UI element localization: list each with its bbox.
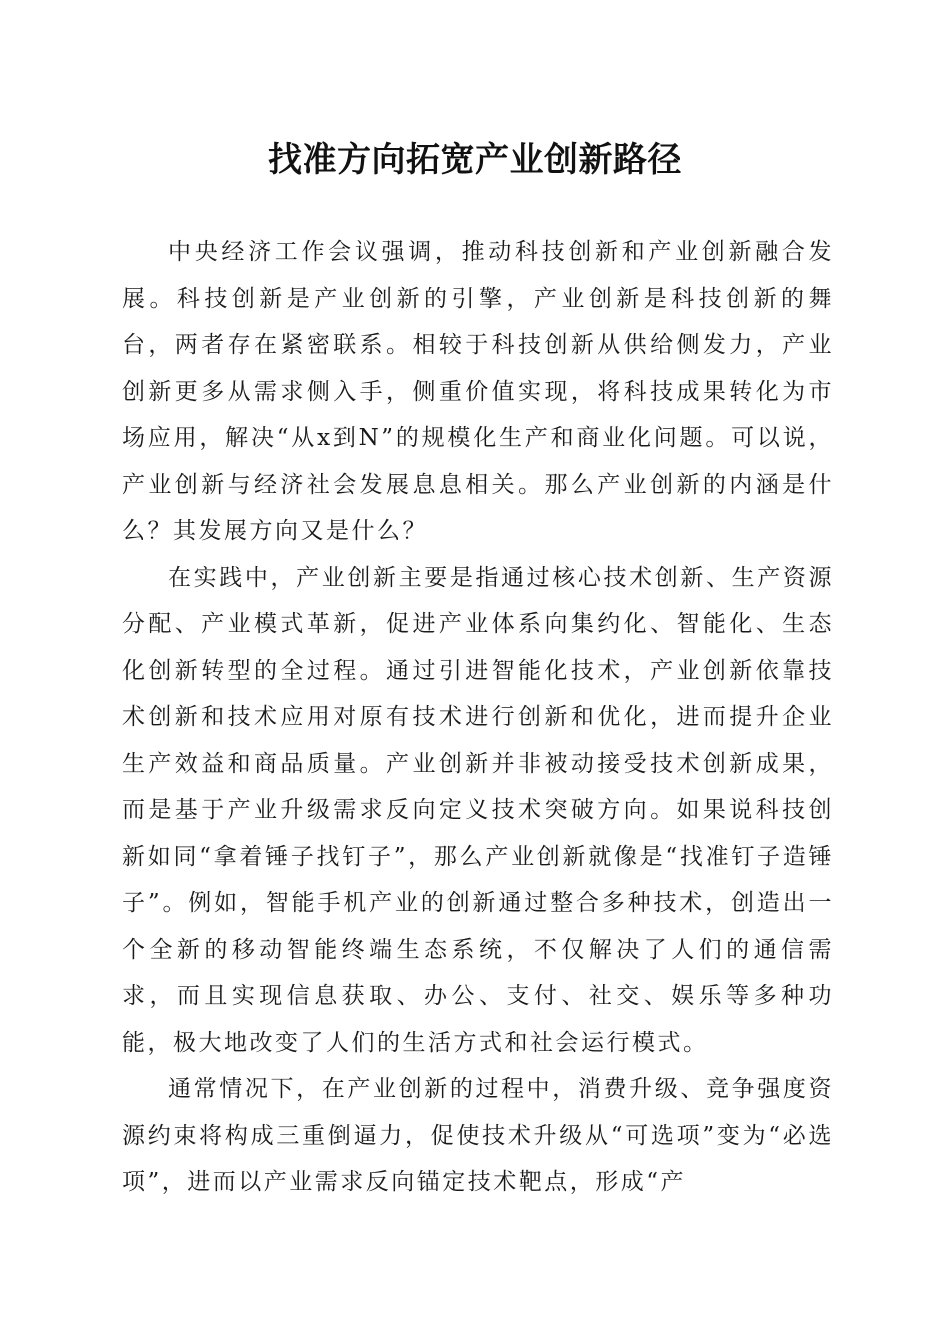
- paragraph-1: 中央经济工作会议强调，推动科技创新和产业创新融合发展。科技创新是产业创新的引擎，产业创新是科技创新的舞台，两者存在紧密联系。相较于科技创新从供给侧发力，产业创新更多从需求侧入手，侧重价值实现，将科技成果转化为市场应用，解决“从x到N”的规模化生产和商业化问题。可以说，产业创新与经济社会发展息息相关。那么产业创新的内涵是什么？其发展方向又是什么？: [122, 239, 834, 544]
- document-body: [122, 229, 834, 1206]
- paragraph-3: 通常情况下，在产业创新的过程中，消费升级、竞争强度资源约束将构成三重倒逼力，促使技术升级从“可选项”变为“必选项”，进而以产业需求反向锚定技术靶点，形成“产: [122, 1076, 834, 1195]
- paragraph-2: 在实践中，产业创新主要是指通过核心技术创新、生产资源分配、产业模式革新，促进产业体系向集约化、智能化、生态化创新转型的全过程。通过引进智能化技术，产业创新依靠技术创新和技术应用对原有技术进行创新和优化，进而提升企业生产效益和商品质量。产业创新并非被动接受技术创新成果，而是基于产业升级需求反向定义技术突破方向。如果说科技创新如同“拿着锤子找钉子”，那么产业创新就像是“找准钉子造锤子”。例如，智能手机产业的创新通过整合多种技术，创造出一个全新的移动智能终端生态系统，不仅解决了人们的通信需求，而且实现信息获取、办公、支付、社交、娱乐等多种功能，极大地改变了人们的生活方式和社会运行模式。: [122, 564, 834, 1056]
- document-title: 找准方向拓宽产业创新路径: [268, 140, 682, 180]
